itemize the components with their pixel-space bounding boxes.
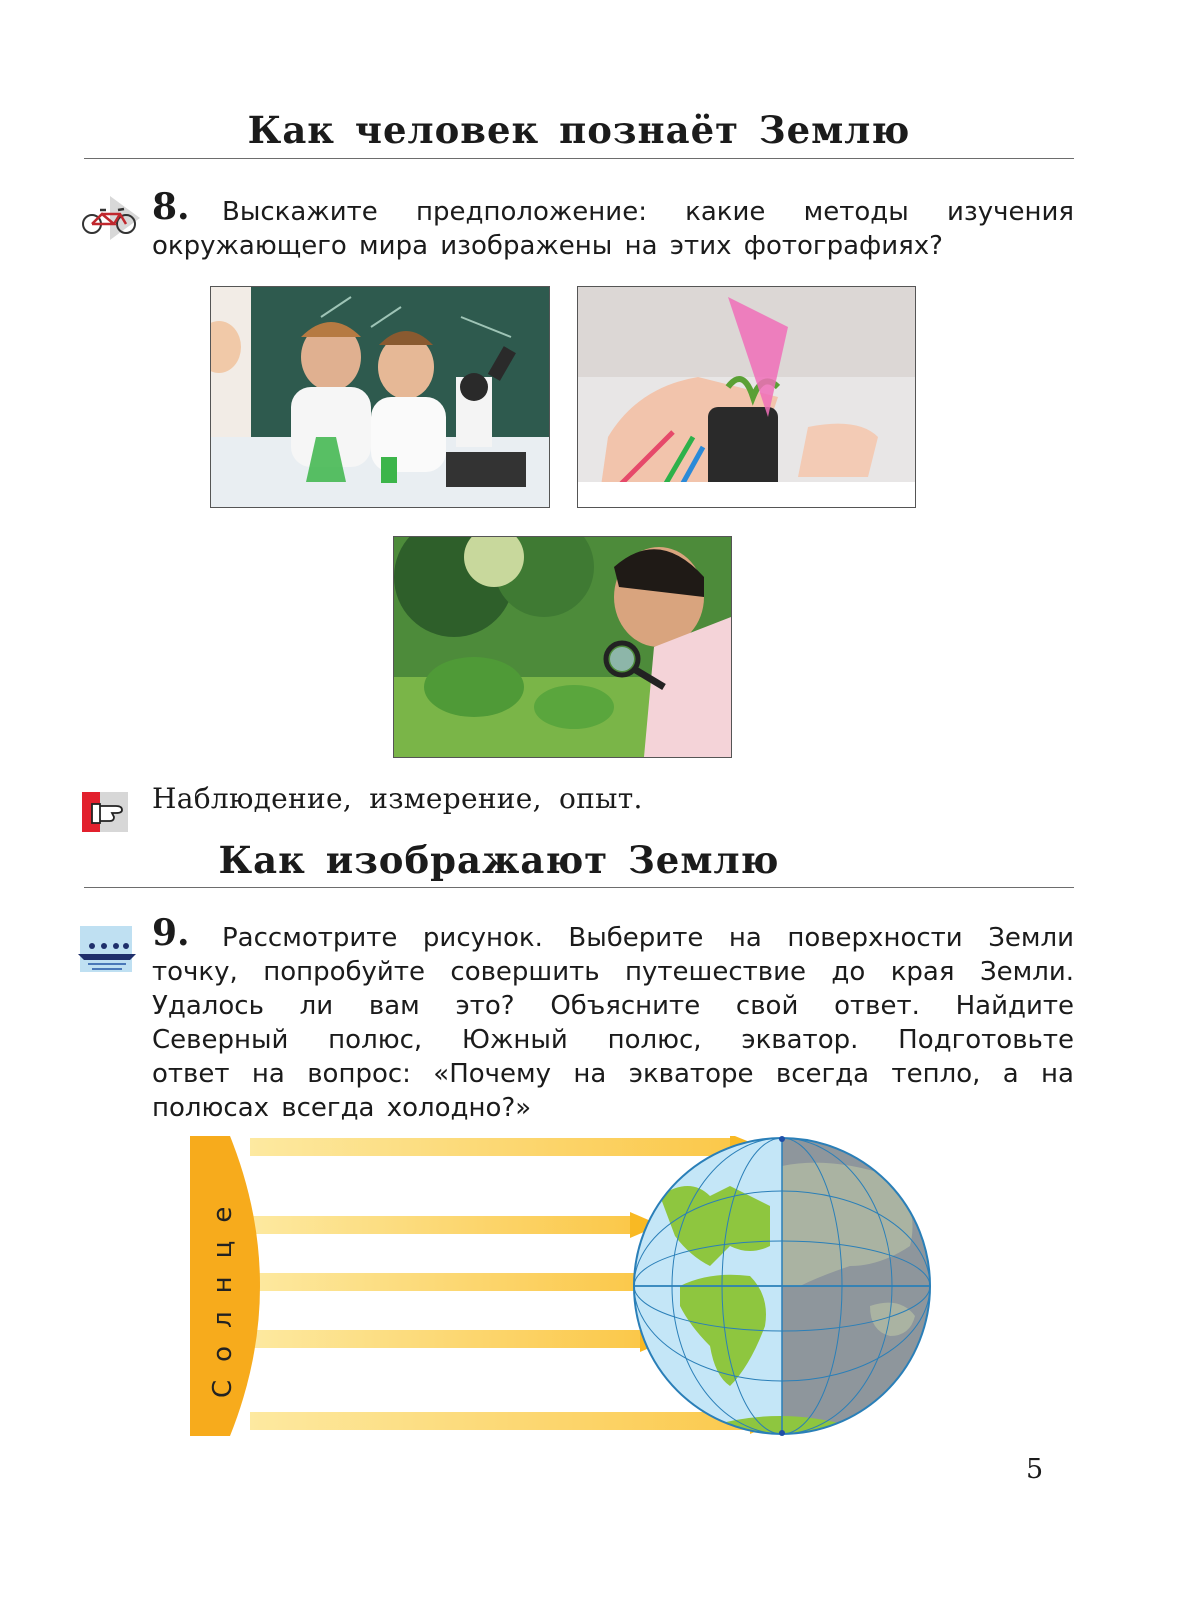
section-divider-1 — [84, 158, 1074, 159]
photo-experiment — [210, 286, 550, 508]
section-divider-2 — [84, 887, 1074, 888]
task-9-line-5: ответ на вопрос: «Почему на экваторе всегда тепло, а на — [152, 1059, 1074, 1089]
task-9-line-3: Удалось ли вам это? Объясните свой ответ. Найдите — [152, 991, 1074, 1021]
task-9-text — [152, 921, 1074, 1125]
rowing-boat-icon — [78, 924, 136, 974]
task-8-line-2: окружающего мира изображены на этих фотографиях? — [152, 231, 943, 261]
page-number: 5 — [1026, 1454, 1044, 1485]
section-title-2: Как изображают Землю — [218, 838, 780, 882]
task-9-line-1: Рассмотрите рисунок. Выберите на поверхности Земли — [222, 923, 1074, 953]
task-8-number: 8. — [152, 186, 190, 228]
task-8-line-1: Выскажите предположение: какие методы изучения — [222, 197, 1074, 227]
photo-measurement — [577, 286, 916, 508]
task-9-line-2: точку, попробуйте совершить путешествие до края Земли. — [152, 957, 1074, 987]
task-8-text — [152, 195, 1074, 263]
sun-earth-figure — [190, 1136, 960, 1446]
section-title-1: Как человек познаёт Землю — [247, 108, 911, 152]
pointing-hand-icon — [82, 786, 132, 834]
sun-label: Солнце — [208, 1188, 238, 1398]
photo-observation — [393, 536, 732, 758]
task-9-number: 9. — [152, 912, 190, 954]
task-9-line-6: полюсах всегда холодно?» — [152, 1093, 532, 1123]
bicycle-icon — [80, 194, 142, 244]
task-9-line-4: Северный полюс, Южный полюс, экватор. Подготовьте — [152, 1025, 1074, 1055]
answer-8-text: Наблюдение, измерение, опыт. — [152, 782, 643, 815]
